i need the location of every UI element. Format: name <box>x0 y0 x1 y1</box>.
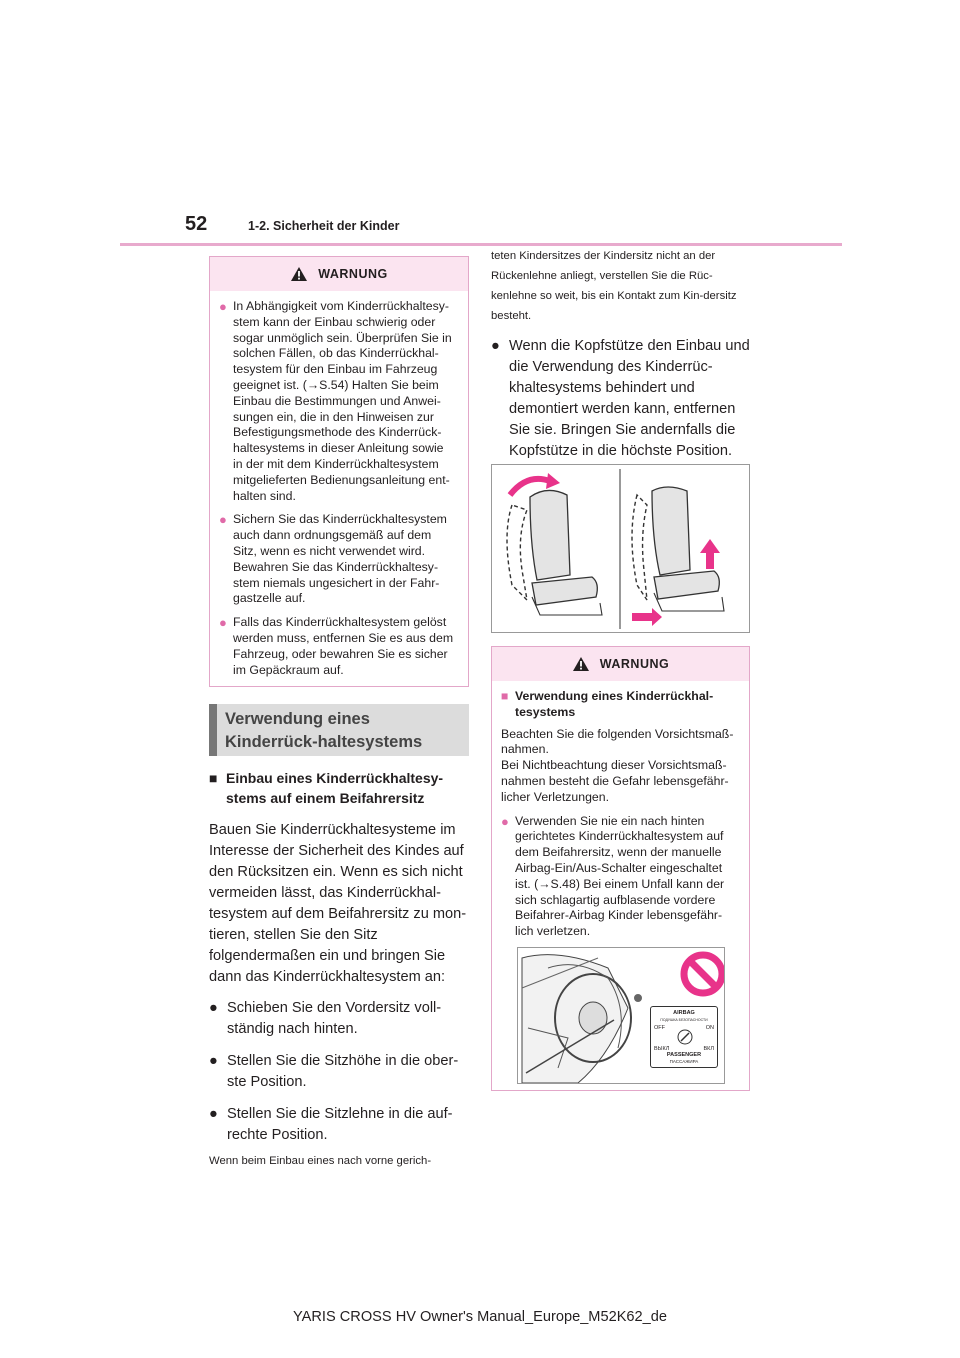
square-bullet-icon: ■ <box>501 689 509 703</box>
bullet-dot-icon: ● <box>219 512 227 528</box>
airbag-on-label: ON <box>705 1025 714 1031</box>
warning-paragraph-line: Bei Nichtbeachtung dieser Vorsichtsmaß-nahmen besteht die Gefahr lebensgefähr-licher Verletzungen. <box>501 758 729 804</box>
warning-item <box>501 814 737 940</box>
warning-item-text: Sichern Sie das Kinderrückhaltesystem auch dann ordnungsgemäß auf dem Sitz, wenn es nicht verwendet wird. Bewahren Sie das Kinderrückhaltesy-stem niemals ungesichert in der Fahr-gastzelle auf. <box>233 512 447 606</box>
list-item <box>209 1104 471 1146</box>
section-title: 1-2. Sicherheit der Kinder <box>248 219 400 233</box>
bullet-dot-icon: ● <box>501 813 509 829</box>
footer: YARIS CROSS HV Owner's Manual_Europe_M52K62_de <box>292 1309 668 1325</box>
warning-triangle-icon <box>290 266 308 282</box>
warning-title: WARNUNG <box>599 657 670 671</box>
warning-triangle-icon <box>572 656 590 672</box>
airbag-on-cyr: ВКЛ <box>703 1045 714 1052</box>
key-switch-icon <box>677 1029 693 1045</box>
seat-adjust-icon <box>492 465 749 632</box>
warning-header <box>492 647 749 681</box>
airbag-off-label: OFF <box>654 1025 665 1031</box>
bullet-dot-icon: ● <box>219 299 227 314</box>
list-item <box>209 998 471 1040</box>
bullet-dot-icon: ● <box>209 1000 218 1016</box>
airbag-passenger: PASSENGER <box>666 1052 702 1058</box>
page-number: 52 <box>185 213 208 235</box>
bullet-dot-icon: ● <box>491 338 500 354</box>
warning-item-text: In Abhängigkeit vom Kinderrückhaltesy-stem kann der Einbau schwierig oder sogar unmöglich sein. Überprüfen Sie in solchen Fällen, ob das Kinderrückhal-tesystem für den Einbau im Fahrzeug geeignet ist. (→S.54) Halten Sie beim Einbau die Bestimmungen und Anwei-sungen ein, die in den Hinweisen zur Befestigungsmethode des Kinderrück-haltesystems in dieser Anleitung sowie in der mit dem Kinderrückhaltesystem mitgelieferten Bedienungsanleitung ent-halten sind. <box>233 299 452 503</box>
left-column <box>209 768 471 1171</box>
airbag-switch <box>651 1032 717 1046</box>
warning-paragraph <box>501 727 737 806</box>
warning-item <box>219 299 456 504</box>
warning-item <box>219 615 456 678</box>
airbag-title: AIRBAG <box>673 1010 695 1016</box>
warning-item <box>219 512 456 607</box>
body-paragraph: Bauen Sie Kinderrückhaltesysteme im Interesse der Sicherheit des Kindes auf den Rücksitzen ein. Wenn es sich nicht vermeiden lässt, das Kinderrückhal-tesystem auf dem Beifahrersitz zu mon-tieren, stellen Sie den Sitz folgendermaßen ein und bringen Sie dann das Kinderrückhaltesystem an: <box>209 822 467 985</box>
airbag-passenger-cyr: ПАССАЖИРА <box>669 1058 699 1064</box>
note-text: teten Kindersitzes der Kindersitz nicht an der Rückenlehne anliegt, verstellen Sie die Rüc-kenlehne so weit, bis ein Kontakt zum Kin-dersitz besteht. <box>491 250 737 322</box>
list-item-text: Stellen Sie die Sitzhöhe in die ober-ste Position. <box>227 1053 459 1090</box>
warning-subheading-text: Verwendung eines Kinderrückhal-tesystems <box>515 689 714 719</box>
warning-header <box>210 257 468 291</box>
list-item-text: Schieben Sie den Vordersitz voll-ständig nach hinten. <box>227 1000 442 1037</box>
note-text: Wenn beim Einbau eines nach vorne gerich- <box>209 1155 432 1167</box>
subheading <box>209 768 471 808</box>
bullet-dot-icon: ● <box>219 615 227 631</box>
list-item <box>491 336 753 462</box>
list-item <box>209 1051 471 1093</box>
airbag-cyrillic: ПОДУШКА БЕЗОПАСНОСТИ <box>660 1017 708 1022</box>
warning-title: WARNUNG <box>318 267 388 281</box>
seat-illustration <box>491 464 750 633</box>
warning-box <box>491 646 750 1091</box>
list-item-text: Stellen Sie die Sitzlehne in die auf-rechte Position. <box>227 1106 453 1143</box>
airbag-off-cyr: ВЫКЛ <box>654 1045 670 1052</box>
airbag-switch-label <box>650 1006 718 1068</box>
warning-item-text: Verwenden Sie nie ein nach hinten gerichtetes Kinderrückhaltesystem auf dem Beifahrersitz, wenn der manuelle Airbag-Ein/Aus-Schalter eingeschaltet ist. (→S.48) Bei einem Unfall kann der sich schlagartig aufblasende vordere Beifahrer-Airbag Kinder lebensgefähr-lich verletzen. <box>515 813 725 939</box>
warning-box <box>209 256 469 687</box>
section-heading: Verwendung eines Kinderrück-haltesystems <box>209 704 469 756</box>
warning-paragraph-line: Beachten Sie die folgenden Vorsichtsmaß-nahmen. <box>501 726 734 757</box>
warning-subheading <box>501 689 737 721</box>
subheading-text: Einbau eines Kinderrückhaltesy-stems auf einem Beifahrersitz <box>226 770 444 806</box>
warning-item-text: Falls das Kinderrückhaltesystem gelöst werden muss, entfernen Sie es aus dem Fahrzeug, oder bewahren Sie es sicher im Gepäckraum auf. <box>233 615 454 677</box>
airbag-illustration <box>517 947 725 1084</box>
bullet-dot-icon: ● <box>209 1106 218 1122</box>
square-bullet-icon: ■ <box>209 770 218 786</box>
bullet-dot-icon: ● <box>209 1053 218 1069</box>
list-item-text: Wenn die Kopfstütze den Einbau und die Verwendung des Kinderrüc-khaltesystems behindert und demontiert werden kann, entfernen Sie sie. Bringen Sie andernfalls die Kopfstütze in die höchste Position. <box>509 338 750 459</box>
